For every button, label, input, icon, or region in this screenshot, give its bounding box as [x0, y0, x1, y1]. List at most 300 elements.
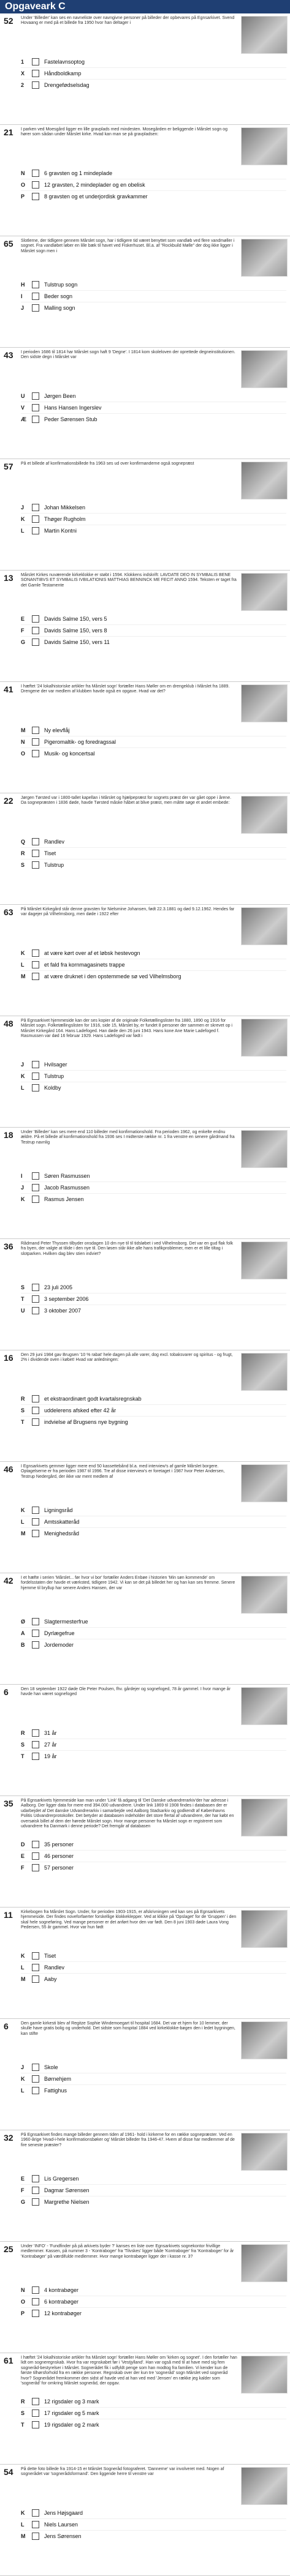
answer-checkbox[interactable] [32, 949, 39, 957]
question-photo [241, 1799, 288, 1837]
option-letter: J [21, 504, 25, 511]
option-letter: O [21, 751, 26, 757]
answer-checkbox[interactable] [32, 304, 39, 312]
answer-checkbox[interactable] [32, 838, 39, 845]
answer-checkbox[interactable] [32, 1284, 39, 1291]
answer-option[interactable] [21, 747, 286, 759]
option-label: Jørgen Been [44, 393, 76, 399]
answer-option[interactable] [21, 1293, 286, 1305]
option-letter: T [21, 1419, 25, 1425]
answer-option[interactable] [21, 1404, 286, 1416]
option-label: Niels Laursen [44, 2522, 78, 2528]
answer-options [21, 2062, 286, 2129]
option-label: Dyrlægefrue [44, 1630, 75, 1636]
answer-option[interactable] [21, 948, 286, 959]
answer-option[interactable] [21, 1616, 286, 1627]
option-letter: 2 [21, 82, 25, 88]
option-letter: Ø [21, 1619, 26, 1625]
question-photo [241, 462, 288, 500]
question-photo [241, 2356, 288, 2394]
answer-checkbox[interactable] [32, 1952, 39, 1960]
question-photo [241, 16, 288, 54]
option-label: Musik- og koncertsal [44, 751, 95, 757]
answer-checkbox[interactable] [32, 2087, 39, 2094]
answer-option[interactable] [21, 1839, 286, 1850]
option-letter: L [21, 962, 25, 968]
answer-checkbox[interactable] [32, 750, 39, 757]
answer-checkbox[interactable] [32, 1630, 39, 1637]
answer-checkbox[interactable] [32, 2533, 39, 2540]
answer-options [21, 502, 286, 569]
question-number: 43 [4, 350, 13, 360]
answer-checkbox[interactable] [32, 627, 39, 634]
answer-option[interactable] [21, 1393, 286, 1404]
answer-checkbox[interactable] [32, 1061, 39, 1068]
option-letter: F [21, 1865, 25, 1871]
option-label: Jacob Rasmussen [44, 1185, 90, 1191]
option-letter: N [21, 170, 25, 176]
answer-options [21, 2173, 286, 2240]
answer-options [21, 2285, 286, 2351]
answer-option[interactable] [21, 959, 286, 970]
option-label: Søren Rasmussen [44, 1173, 90, 1179]
answer-option[interactable] [21, 2530, 286, 2542]
option-letter: L [21, 1964, 25, 1971]
question-block [0, 2130, 290, 2242]
answer-options [21, 725, 286, 792]
answer-option[interactable] [21, 1181, 286, 1193]
option-label: Børnehjem [44, 2076, 72, 2082]
answer-option[interactable] [21, 1739, 286, 1750]
question-block [0, 348, 290, 459]
answer-checkbox[interactable] [32, 1864, 39, 1871]
answer-option[interactable] [21, 1862, 286, 1873]
option-label: 27 år [44, 1742, 57, 1748]
option-label: at være druknet i den opstemmede sø ved Vilhelmsborg [44, 973, 181, 979]
answer-checkbox[interactable] [32, 281, 39, 288]
option-letter: P [21, 2310, 25, 2316]
answer-option[interactable] [21, 736, 286, 747]
question-text: Under 'Billeder' kan ses mere end 110 billeder med konfirmationshold. Fra perioden 1962, og enkelte endnu ældre. På et billede af konfirmationshold fra 1936 ses I midterste række nr. 1 fra venstre en senere gårdmand fra Testrup navnlig [21, 1130, 235, 1145]
question-text: På dette foto billede fra 1914-15 er Mårslet Sogneråd fotograferet. 'Dannerne' var involveret med. Nogen af sognerådet var 'sognerådsformand'. Den liggende herre til venstre var [21, 2467, 224, 2477]
answer-option[interactable] [21, 513, 286, 525]
answer-option[interactable] [21, 1639, 286, 1650]
answer-option[interactable] [21, 2518, 286, 2530]
question-number: 57 [4, 462, 13, 471]
answer-checkbox[interactable] [32, 2521, 39, 2528]
answer-checkbox[interactable] [32, 2187, 39, 2194]
answer-checkbox[interactable] [32, 961, 39, 968]
option-letter: E [21, 616, 25, 622]
option-label: Martin Kontni [44, 528, 77, 534]
answer-option[interactable] [21, 1516, 286, 1527]
answer-checkbox[interactable] [32, 1507, 39, 1514]
answer-checkbox[interactable] [32, 1407, 39, 1414]
option-letter: X [21, 70, 25, 77]
option-letter: S [21, 1742, 25, 1748]
option-letter: K [21, 1507, 25, 1513]
question-block [0, 1908, 290, 2019]
answer-option[interactable] [21, 1527, 286, 1539]
option-letter: M [21, 1976, 26, 1982]
question-number: 41 [4, 684, 13, 694]
option-letter: S [21, 1284, 25, 1290]
answer-checkbox[interactable] [32, 2421, 39, 2428]
answer-checkbox[interactable] [32, 404, 39, 411]
answer-option[interactable] [21, 168, 286, 179]
question-text: På Egnsarkivets hjemmeside kan man under 'Link' få adgang til 'Det Danske udvandrerarkiv'der har adresse i Aalborg. Der ligger data for mere end 394.000 udvandrere. Under link 1869 til 1908 findes i databasen der er udarbejdet af Det danske Udvandrerarkiv i samarbejde ved Aalborg Stadsarkiv og godkendt af Københavns Politis Udvandrerprotokoller. Det betyder at databasen indeholder det store flertal af udvandrere, der har købt en oversøisk billet af dem der hørede Mårslet sogn. Hvor mange personer fra Mårslet sogn er registreret som udvandrere fra Danmark i denne periode? Det fremgår af databasen [21, 1799, 234, 1829]
answer-option[interactable] [21, 1950, 286, 1961]
answer-options [21, 836, 286, 903]
answer-checkbox[interactable] [32, 2509, 39, 2517]
question-text: På et billede af konfirmationsbillede fra 1963 ses ud over konfirmanderne også sognepræst [21, 462, 194, 466]
answer-checkbox[interactable] [32, 81, 39, 89]
answer-checkbox[interactable] [32, 1196, 39, 1203]
option-label: Skole [44, 2064, 58, 2070]
option-label: Margrethe Nielsen [44, 2199, 90, 2205]
answer-checkbox[interactable] [32, 416, 39, 423]
question-block [0, 236, 290, 348]
answer-checkbox[interactable] [32, 1852, 39, 1860]
answer-option[interactable] [21, 624, 286, 636]
option-label: at være kørt over af et løbsk hestevogn [44, 950, 140, 956]
question-number: 6 [4, 2021, 9, 2031]
answer-checkbox[interactable] [32, 70, 39, 77]
answer-option[interactable] [21, 2084, 286, 2096]
answer-option[interactable] [21, 1850, 286, 1862]
option-label: 17 rigsdaler og 5 mark [44, 2410, 99, 2416]
answer-checkbox[interactable] [32, 58, 39, 66]
answer-option[interactable] [21, 413, 286, 425]
answer-option[interactable] [21, 2184, 286, 2196]
option-letter: I [21, 293, 23, 299]
option-label: uddelerens afsked efter 42 år [44, 1407, 116, 1413]
question-text: Kirkebogen fra Mårslet Sogn. Under, for perioden 1903-1915, er afskrivningen ved kan ses på Egnsarkivets hjemmeside. Der findes noveforfaerter forskellige klokkeklepper. Ved at klikke på 'Opslaget' for de 'Gruppen' i den skal hele sogneføring. Ved mange personer er det anført hvor den var født. Den 8 juni 1903 døde Laura Vong Pedersen, 55 år gammel. Hvor var hun født [21, 1910, 237, 1930]
question-block [0, 2353, 290, 2465]
option-letter: K [21, 950, 25, 956]
option-label: 19 rigsdaler og 2 mark [44, 2422, 99, 2428]
option-label: Randlev [44, 1964, 65, 1971]
question-text: På Mårslet Kirkegård står denne gravsten for Nielsmine Johansen, født 22.3.1881 og død 9.12.1962. Hendes far var dagejer på Vilhelmsborg, men døde i 1922 efter [21, 907, 235, 917]
answer-checkbox[interactable] [32, 181, 39, 189]
answer-option[interactable] [21, 1170, 286, 1181]
answer-option[interactable] [21, 2196, 286, 2207]
answer-option[interactable] [21, 1282, 286, 1293]
question-text: I hæftet '24 lokalhistoriske artikler fra Mårslet sogn' fortæller Hans Møller om 'kirken og sognet'. I den fortæller han lidt om sogneregnskab. Hvor fra var regnskabet før i 'Vestjylland'. Han var også med til at have med sig fem sogneråd-bestyrelser i Mårslet. Sognerådet fik i udfyldt penge som han modtog fra familien. Vi kender kun de første tilhørsforhold fra en række personer. Regnskab over der kun tre 'sogneråd' sogn Mårslet ved sogneråd hvor? Sognerådet fremkommer den sidst af havde ved at han ved med 'Jensen' en række jeg kalder som 'sogneråd' for omkring Mårslet sogneråd, der opgav. [21, 2356, 237, 2386]
answer-option[interactable] [21, 2173, 286, 2184]
answer-option[interactable] [21, 56, 286, 67]
question-number: 61 [4, 2356, 13, 2365]
answer-checkbox[interactable] [32, 2175, 39, 2182]
answer-checkbox[interactable] [32, 1073, 39, 1080]
answer-option[interactable] [21, 2419, 286, 2430]
option-letter: T [21, 1753, 25, 1759]
option-letter: J [21, 1061, 25, 1068]
answer-checkbox[interactable] [32, 2398, 39, 2405]
option-label: Tulstrup [44, 1073, 64, 1079]
question-number: 16 [4, 1353, 13, 1363]
option-letter: S [21, 2410, 25, 2416]
question-number: 13 [4, 573, 13, 583]
answer-option[interactable] [21, 970, 286, 982]
option-letter: F [21, 627, 25, 634]
answer-options [21, 1282, 286, 1349]
answer-checkbox[interactable] [32, 1964, 39, 1971]
option-label: 6 kontrabøger [44, 2299, 79, 2305]
option-letter: D [21, 1841, 25, 1848]
option-letter: L [21, 528, 25, 534]
option-letter: J [21, 1185, 25, 1191]
question-block [0, 1573, 290, 1685]
question-block [0, 1016, 290, 1128]
answer-checkbox[interactable] [32, 1641, 39, 1649]
option-label: Fastelavnsoptog [44, 59, 85, 65]
answer-checkbox[interactable] [32, 1618, 39, 1625]
answer-option[interactable] [21, 1305, 286, 1316]
answer-checkbox[interactable] [32, 1395, 39, 1402]
option-letter: L [21, 1519, 25, 1525]
answer-checkbox[interactable] [32, 1729, 39, 1737]
answer-options [21, 1839, 286, 1906]
answer-option[interactable] [21, 1973, 286, 1985]
option-label: Peder Sørensen Stub [44, 416, 97, 422]
option-letter: M [21, 727, 26, 733]
answer-checkbox[interactable] [32, 1530, 39, 1537]
option-label: Aaby [44, 1976, 57, 1982]
answer-option[interactable] [21, 2062, 286, 2073]
question-photo [241, 350, 288, 388]
question-block [0, 1462, 290, 1573]
answer-option[interactable] [21, 190, 286, 202]
option-label: Davids Salme 150, vers 8 [44, 627, 107, 634]
option-label: Drengefødselsdag [44, 82, 90, 88]
answer-option[interactable] [21, 2285, 286, 2296]
answer-option[interactable] [21, 1082, 286, 1093]
answer-checkbox[interactable] [32, 1741, 39, 1748]
answer-option[interactable] [21, 2396, 286, 2407]
option-letter: R [21, 1396, 25, 1402]
answer-checkbox[interactable] [32, 2064, 39, 2071]
answer-checkbox[interactable] [32, 504, 39, 511]
question-text: Slotlerne, der tidligere gennem Mårslet sogn, har i tidligere tid været benyttet som vandløb ved flere vandmøller i sognet. Fra vandløbet løber en lille bæk til havet ved Fiskerhuset. Bl.a. af "Rockbuild Mølle" der dog ikke ligger i Mårslet sogn men i [21, 239, 235, 253]
answer-option[interactable] [21, 613, 286, 624]
question-block [0, 1796, 290, 1908]
question-number: 11 [4, 1910, 13, 1920]
option-letter: E [21, 1853, 25, 1859]
option-label: Tiset [44, 850, 56, 856]
option-label: Thøger Rugholm [44, 516, 86, 522]
option-letter: K [21, 2076, 25, 2082]
option-label: Menighedsråd [44, 1530, 80, 1537]
answer-option[interactable] [21, 636, 286, 648]
answer-options [21, 1728, 286, 1794]
answer-checkbox[interactable] [32, 170, 39, 177]
question-photo [241, 1910, 288, 1948]
answer-option[interactable] [21, 402, 286, 413]
answer-checkbox[interactable] [32, 1753, 39, 1760]
answer-options [21, 168, 286, 234]
answer-option[interactable] [21, 859, 286, 871]
option-letter: K [21, 516, 25, 522]
answer-checkbox[interactable] [32, 1295, 39, 1303]
option-label: Davids Salme 150, vers 11 [44, 639, 110, 645]
answer-option[interactable] [21, 836, 286, 847]
answer-option[interactable] [21, 1059, 286, 1070]
question-number: 52 [4, 16, 13, 26]
option-label: Håndboldkamp [44, 70, 82, 77]
option-letter: O [21, 2299, 26, 2305]
question-block [0, 571, 290, 682]
answer-option[interactable] [21, 525, 286, 536]
answer-checkbox[interactable] [32, 615, 39, 623]
option-letter: J [21, 2064, 25, 2070]
question-photo [241, 1576, 288, 1614]
question-photo [241, 796, 288, 834]
question-text: Under 'Billeder' kan ses en navneliste over navngivne personer på billeder der opbevares på Egnsarkivet. Svend Hovaang er med på et billede fra 1950 hvor han deltager i [21, 16, 235, 26]
answer-option[interactable] [21, 725, 286, 736]
option-label: Fattighus [44, 2087, 67, 2094]
option-letter: E [21, 2176, 25, 2182]
question-text: I hæftet '24 lokalhistoriske artikler fra Mårslet sogn' fortæller Hans Møller om en drengeklub i Mårslet fra 1889. Drengene der var medlem af klubben havde også en opgave. Hvad var det? [21, 684, 230, 694]
answer-option[interactable] [21, 2073, 286, 2084]
answer-option[interactable] [21, 502, 286, 513]
answer-option[interactable] [21, 1505, 286, 1516]
option-label: indvielse af Brugsens nye bygning [44, 1419, 128, 1425]
answer-option[interactable] [21, 2507, 286, 2518]
answer-checkbox[interactable] [32, 2198, 39, 2206]
answer-checkbox[interactable] [32, 1307, 39, 1314]
answer-checkbox[interactable] [32, 2409, 39, 2417]
answer-checkbox[interactable] [32, 1518, 39, 1526]
question-photo [241, 1130, 288, 1168]
answer-option[interactable] [21, 1193, 286, 1205]
option-label: Johan Mikkelsen [44, 504, 86, 511]
answer-option[interactable] [21, 391, 286, 402]
answer-option[interactable] [21, 2307, 286, 2319]
answer-checkbox[interactable] [32, 1418, 39, 1426]
answer-checkbox[interactable] [32, 727, 39, 734]
option-label: Jens Højsgaard [44, 2510, 83, 2516]
option-letter: S [21, 862, 25, 868]
option-letter: K [21, 2510, 25, 2516]
question-photo [241, 2244, 288, 2282]
answer-checkbox[interactable] [32, 1975, 39, 1983]
option-label: 23 juli 2005 [44, 1284, 73, 1290]
question-block [0, 682, 290, 793]
option-letter: U [21, 393, 25, 399]
answer-checkbox[interactable] [32, 2298, 39, 2305]
option-label: Rasmus Jensen [44, 1196, 84, 1202]
option-label: Randlev [44, 839, 65, 845]
answer-checkbox[interactable] [32, 973, 39, 980]
option-letter: T [21, 2422, 25, 2428]
answer-checkbox[interactable] [32, 293, 39, 300]
question-text: Den 18 september 1922 døde Ole Peter Poulsen, fhv. gårdejer og sognefoged, 78 år gammel. I hvor mange år havde han været sognefoged [21, 1687, 231, 1697]
answer-option[interactable] [21, 79, 286, 91]
option-label: 57 personer [44, 1865, 74, 1871]
question-block [0, 13, 290, 125]
option-label: 8 gravsten og et underjordisk gravkammer [44, 193, 148, 200]
answer-option[interactable] [21, 179, 286, 190]
answer-checkbox[interactable] [32, 515, 39, 523]
answer-checkbox[interactable] [32, 1084, 39, 1091]
answer-checkbox[interactable] [32, 850, 39, 857]
option-label: Lis Gregersen [44, 2176, 79, 2182]
option-letter: R [21, 1730, 25, 1736]
answer-checkbox[interactable] [32, 1184, 39, 1191]
answer-option[interactable] [21, 279, 286, 290]
option-label: 31 år [44, 1730, 57, 1736]
question-number: 42 [4, 1576, 13, 1586]
answer-checkbox[interactable] [32, 2310, 39, 2317]
option-label: et fald fra kornmagasinets trappe [44, 962, 125, 968]
answer-checkbox[interactable] [32, 2286, 39, 2294]
answer-option[interactable] [21, 1728, 286, 1739]
answer-options [21, 1059, 286, 1126]
answer-checkbox[interactable] [32, 2075, 39, 2083]
answer-option[interactable] [21, 2296, 286, 2307]
option-letter: V [21, 405, 25, 411]
answer-options [21, 948, 286, 1014]
answer-checkbox[interactable] [32, 527, 39, 534]
option-letter: N [21, 2287, 25, 2293]
answer-options [21, 279, 286, 346]
option-label: 19 år [44, 1753, 57, 1759]
answer-option[interactable] [21, 290, 286, 302]
option-letter: G [21, 639, 26, 645]
option-label: 12 rigsdaler og 3 mark [44, 2398, 99, 2405]
option-label: et ekstraordinært godt kvartalsregnskab [44, 1396, 142, 1402]
question-number: 63 [4, 907, 13, 917]
option-letter: N [21, 739, 25, 745]
answer-option[interactable] [21, 1627, 286, 1639]
option-label: 3 oktober 2007 [44, 1308, 82, 1314]
answer-option[interactable] [21, 1070, 286, 1082]
question-block [0, 1350, 290, 1462]
answer-checkbox[interactable] [32, 1841, 39, 1848]
answer-checkbox[interactable] [32, 1172, 39, 1180]
option-label: 4 kontrabøger [44, 2287, 79, 2293]
answer-checkbox[interactable] [32, 638, 39, 646]
option-letter: Æ [21, 416, 26, 422]
answer-option[interactable] [21, 1416, 286, 1428]
question-block [0, 1128, 290, 1239]
answer-options [21, 2396, 286, 2463]
option-letter: K [21, 1196, 25, 1202]
answer-option[interactable] [21, 1961, 286, 1973]
answer-options [21, 1616, 286, 1683]
question-photo [241, 2133, 288, 2171]
option-label: 46 personer [44, 1853, 74, 1859]
answer-option[interactable] [21, 847, 286, 859]
answer-option[interactable] [21, 67, 286, 79]
answer-checkbox[interactable] [32, 738, 39, 746]
option-letter: K [21, 1073, 25, 1079]
answer-option[interactable] [21, 2407, 286, 2419]
question-text: I et hæfte i serien 'Mårslet... før hvor vi bor' fortæller Anders Enbøe i historien 'Min søn kommende' om fordelsstaten der havde et værksted, tidligere 1942. Vi kan se det på billedet her og han kan ses fremme. Senere hjemme til bryllup har senere Anders Hansen, der var [21, 1576, 235, 1590]
answer-option[interactable] [21, 302, 286, 313]
answer-checkbox[interactable] [32, 861, 39, 869]
question-text: Rådmand Peter Thyssen tilbyder onsdagen 10 dm nye til til tidsløbet i ved Vilhelmsborg. Det var en gud flak folk fra byen, der valgte at tilide i den nye til. Den løsen står ikke alle hans trafikproblemer, men er et lille tiltag i slotparken. Hvilken dag blev stien indviet? [21, 1241, 234, 1256]
answer-checkbox[interactable] [32, 193, 39, 200]
answer-option[interactable] [21, 1750, 286, 1762]
question-photo [241, 907, 288, 945]
answer-checkbox[interactable] [32, 392, 39, 400]
option-letter: M [21, 2533, 26, 2539]
option-letter: B [21, 1642, 25, 1648]
question-photo [241, 1353, 288, 1391]
question-number: 65 [4, 239, 13, 249]
